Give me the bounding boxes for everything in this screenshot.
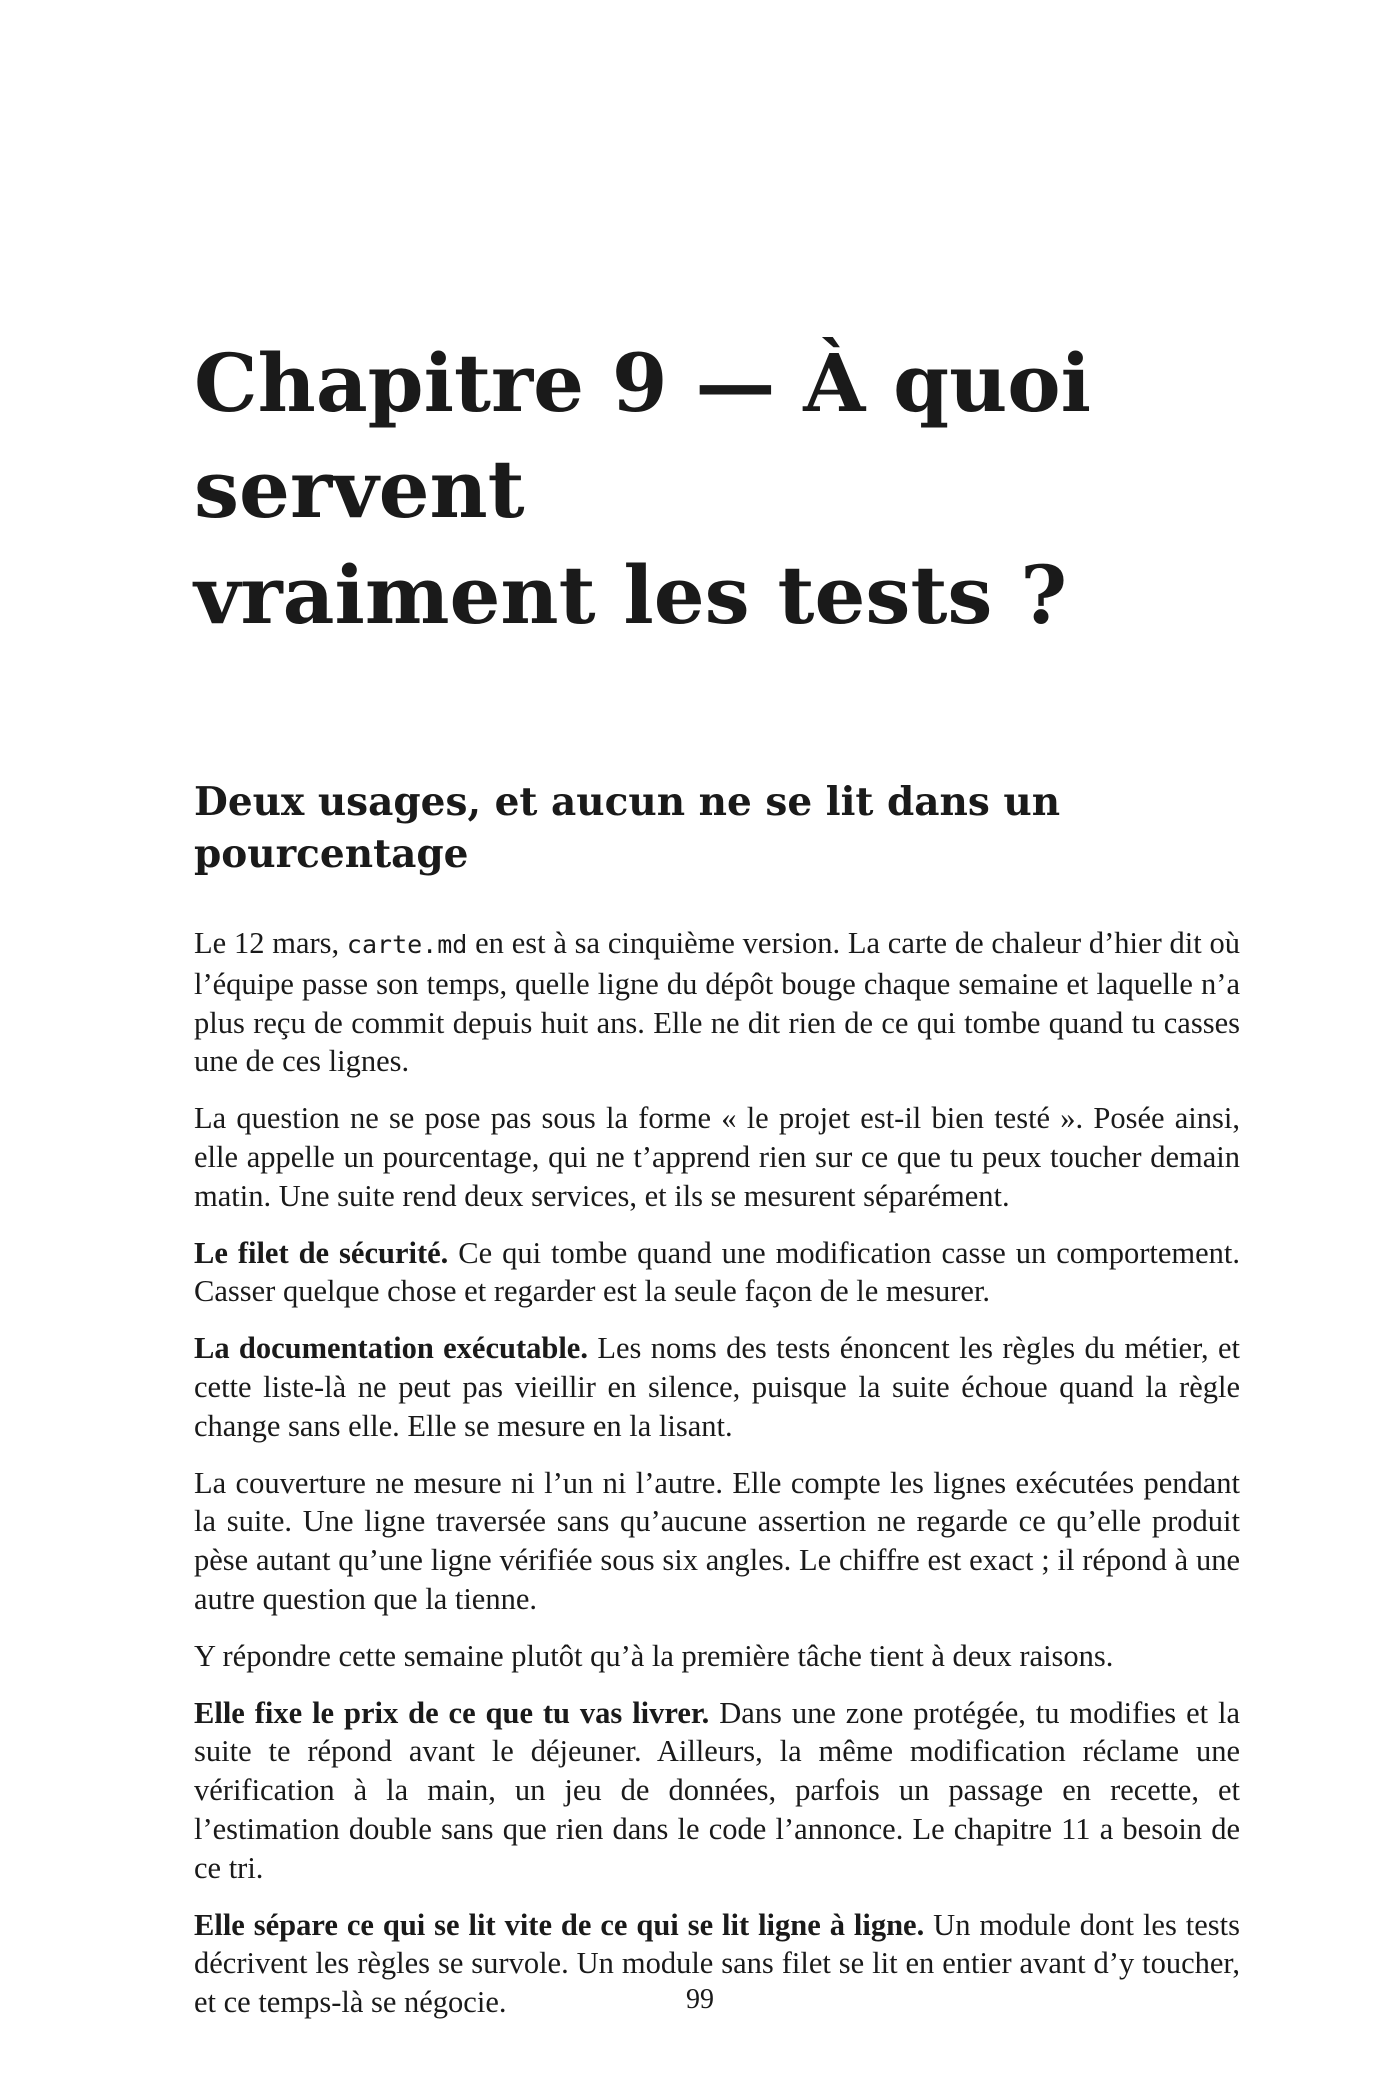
- paragraph-1-text-b: en est à sa cinquième version. La carte de chaleur d’hier dit où l’équipe passe son temps, quelle ligne du dépôt bouge chaque semaine et laquelle n’a plus reçu de commit depuis huit ans. Elle ne dit rien de ce qui tombe quand tu casses une de ces lignes.: [194, 926, 1240, 1079]
- paragraph-4-lead: La documentation exécutable.: [194, 1331, 588, 1366]
- chapter-title: [194, 330, 1240, 648]
- paragraph-1-text-a: Le 12 mars,: [194, 926, 347, 960]
- inline-code-filename: carte.md: [346, 930, 468, 959]
- paragraph-8-lead: Elle sépare ce qui se lit vite de ce qui se lit ligne à ligne.: [194, 1907, 925, 1942]
- paragraph-3-text: Ce qui tombe quand une modification casse un comportement. Casser quelque chose et regarder est la seule façon de le mesurer.: [194, 1235, 1241, 1309]
- page-content: [194, 330, 1240, 2022]
- paragraph-7-lead: Elle fixe le prix de ce que tu vas livrer.: [194, 1695, 710, 1730]
- paragraph-2: La question ne se pose pas sous la forme « le projet est-il bien testé ». Posée ainsi, elle appelle un pourcentage, qui ne t’apprend rien sur ce que tu peux toucher demain matin. Une suite rend deux services, et ils se mesurent séparément.: [194, 1101, 1240, 1213]
- section-title: Deux usages, et aucun ne se lit dans un pourcentage: [194, 779, 1061, 877]
- paragraph-7-text: Dans une zone protégée, tu modifies et la suite te répond avant le déjeuner. Ailleurs, la même modification réclame une vérification à la main, un jeu de données, parfois un passage en recette, et l’estimation double sans que rien dans le code l’annonce. Le chapitre 11 a besoin de ce tri.: [194, 1695, 1241, 1885]
- chapter-title-line-1: Chapitre 9 — À quoi servent: [194, 336, 1091, 536]
- paragraph-1: [194, 924, 1240, 1081]
- paragraph-8-text: Un module dont les tests décrivent les règles se survole. Un module sans filet se lit en entier avant d’y toucher, et ce temps-là se négocie.: [194, 1907, 1240, 2020]
- paragraph-4-text: Les noms des tests énoncent les règles du métier, et cette liste-là ne peut pas vieillir en silence, puisque la suite échoue quand la règle change sans elle. Elle se mesure en la lisant.: [194, 1331, 1241, 1443]
- paragraph-6: Y répondre cette semaine plutôt qu’à la première tâche tient à deux raisons.: [194, 1638, 1114, 1673]
- paragraph-3: [194, 1234, 1240, 1312]
- page-number: 99: [686, 1984, 714, 2015]
- paragraph-5: La couverture ne mesure ni l’un ni l’autre. Elle compte les lignes exécutées pendant la suite. Une ligne traversée sans qu’aucune assertion ne regarde ce qu’elle produit pèse autant qu’une ligne vérifiée sous six angles. Le chiffre est exact ; il répond à une autre question que la tienne.: [194, 1465, 1240, 1616]
- chapter-title-line-2: vraiment les tests ?: [194, 548, 1068, 642]
- paragraph-4: [194, 1329, 1240, 1445]
- body-text: [194, 924, 1240, 2022]
- paragraph-3-lead: Le filet de sécurité.: [194, 1235, 449, 1270]
- paragraph-7: [194, 1694, 1240, 1888]
